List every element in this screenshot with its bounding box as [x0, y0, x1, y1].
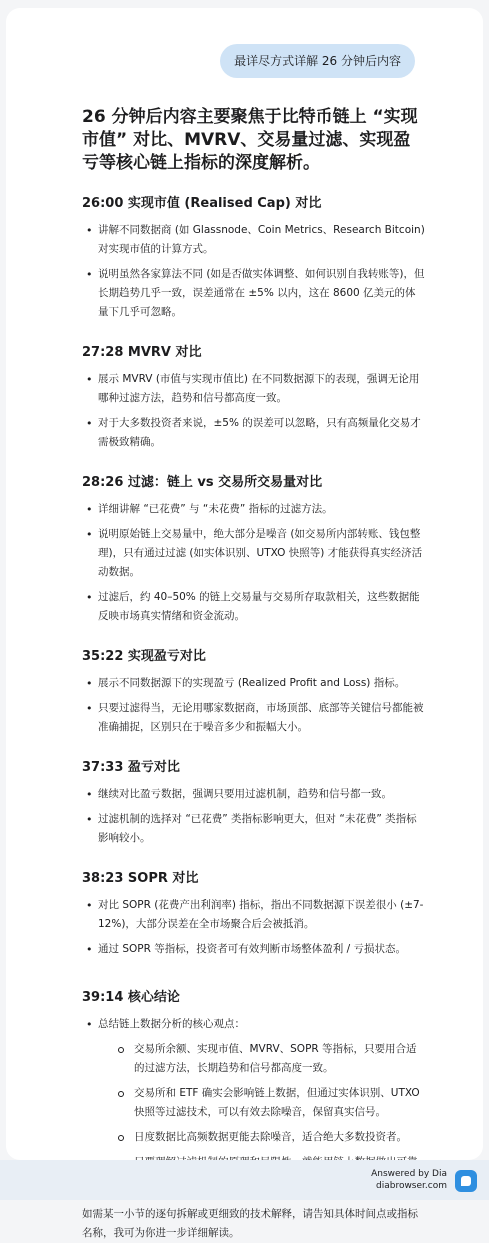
section-title: 35:22 实现盈亏对比: [82, 649, 206, 664]
list-item: 日度数据比高频数据更能去除噪音，适合绝大多数投资者。: [98, 1128, 425, 1147]
dia-logo-icon[interactable]: [455, 1170, 477, 1192]
section-sopr: [82, 870, 425, 959]
list-item: • 对于大多数投资者来说，±5% 的误差可以忽略，只有高频量化交易才需极致精确。: [82, 414, 425, 452]
list-item: • 对比 SOPR (花费产出利润率) 指标，指出不同数据源下误差很小 (±7-12%)，大部分误差在全市场聚合后会被抵消。: [82, 896, 425, 934]
list-item: • 过滤机制的选择对 “已花费” 类指标影响更大，但对 “未花费” 类指标影响较小。: [82, 810, 425, 848]
footer-bar: [0, 1160, 489, 1200]
footer-credit[interactable]: [371, 1168, 447, 1192]
list-item: • 详细讲解 “已花费” 与 “未花费” 指标的过滤方法。: [82, 500, 425, 519]
list-item: • 继续对比盈亏数据，强调只要用过滤机制，趋势和信号都一致。: [82, 785, 425, 804]
section-title: 26:00 实现市值 (Realised Cap) 对比: [82, 196, 322, 211]
section-volume-filter: [82, 474, 425, 626]
response-heading: 26 分钟后内容主要聚焦于比特币链上 “实现市值” 对比、MVRV、交易量过滤、实现盈亏等核心链上指标的深度解析。: [82, 107, 418, 173]
list-item: • 展示不同数据源下的实现盈亏 (Realized Profit and Loss) 指标。: [82, 674, 425, 693]
list-item: • 说明虽然各家算法不同 (如是否做实体调整、如何识别自我转账等)，但长期趋势几乎一致，误差通常在 ±5% 以内，这在 8600 亿美元的体量下几乎可忽略。: [82, 265, 425, 322]
list-item: • 展示 MVRV (市值与实现市值比) 在不同数据源下的表现，强调无论用哪种过滤方法，趋势和信号都高度一致。: [82, 370, 425, 408]
list-item: 交易所余额、实现市值、MVRV、SOPR 等指标，只要用合适的过滤方法，长期趋势和信号都高度一致。: [98, 1040, 425, 1078]
list-item: • 通过 SOPR 等指标，投资者可有效判断市场整体盈利 / 亏损状态。: [82, 940, 425, 959]
section-realised-cap: [82, 195, 425, 322]
list-item: • 说明原始链上交易量中，绝大部分是噪音 (如交易所内部转账、钱包整理)，只有通过过滤 (如实体识别、UTXO 快照等) 才能获得真实经济活动数据。: [82, 525, 425, 582]
section-realized-pnl: [82, 648, 425, 737]
list-item: 交易所和 ETF 确实会影响链上数据，但通过实体识别、UTXO 快照等过滤技术，可以有效去除噪音，保留真实信号。: [98, 1084, 425, 1122]
section-mvrv: [82, 344, 425, 452]
section-title: 37:33 盈亏对比: [82, 760, 180, 775]
section-title: 28:26 过滤：链上 vs 交易所交易量对比: [82, 475, 323, 490]
list-item: • 讲解不同数据商 (如 Glassnode、Coin Metrics、Research Bitcoin) 对实现市值的计算方式。: [82, 221, 425, 259]
conclusion-intro: 总结链上数据分析的核心观点：: [98, 1018, 245, 1030]
list-item: • 只要过滤得当，无论用哪家数据商，市场顶部、底部等关键信号都能被准确捕捉，区别只在于噪音多少和振幅大小。: [82, 699, 425, 737]
assistant-response: [82, 94, 425, 1243]
section-title: 38:23 SOPR 对比: [82, 871, 199, 886]
user-message-bubble: [220, 44, 415, 78]
closing-text: 如需某一小节的逐句拆解或更细致的技术解释，请告知具体时间点或指标名称，我可为你进一步详细解读。: [82, 1208, 418, 1239]
user-message-text: 最详尽方式详解 26 分钟后内容: [234, 54, 401, 68]
list-item: • 过滤后，约 40–50% 的链上交易量与交易所存取款相关，这些数据能反映市场真实情绪和资金流动。: [82, 588, 425, 626]
section-title: 39:14 核心结论: [82, 990, 180, 1005]
answered-by-label: Answered by Dia: [371, 1169, 447, 1179]
site-link[interactable]: diabrowser.com: [376, 1181, 447, 1191]
section-title: 27:28 MVRV 对比: [82, 345, 202, 360]
section-pnl: [82, 759, 425, 848]
